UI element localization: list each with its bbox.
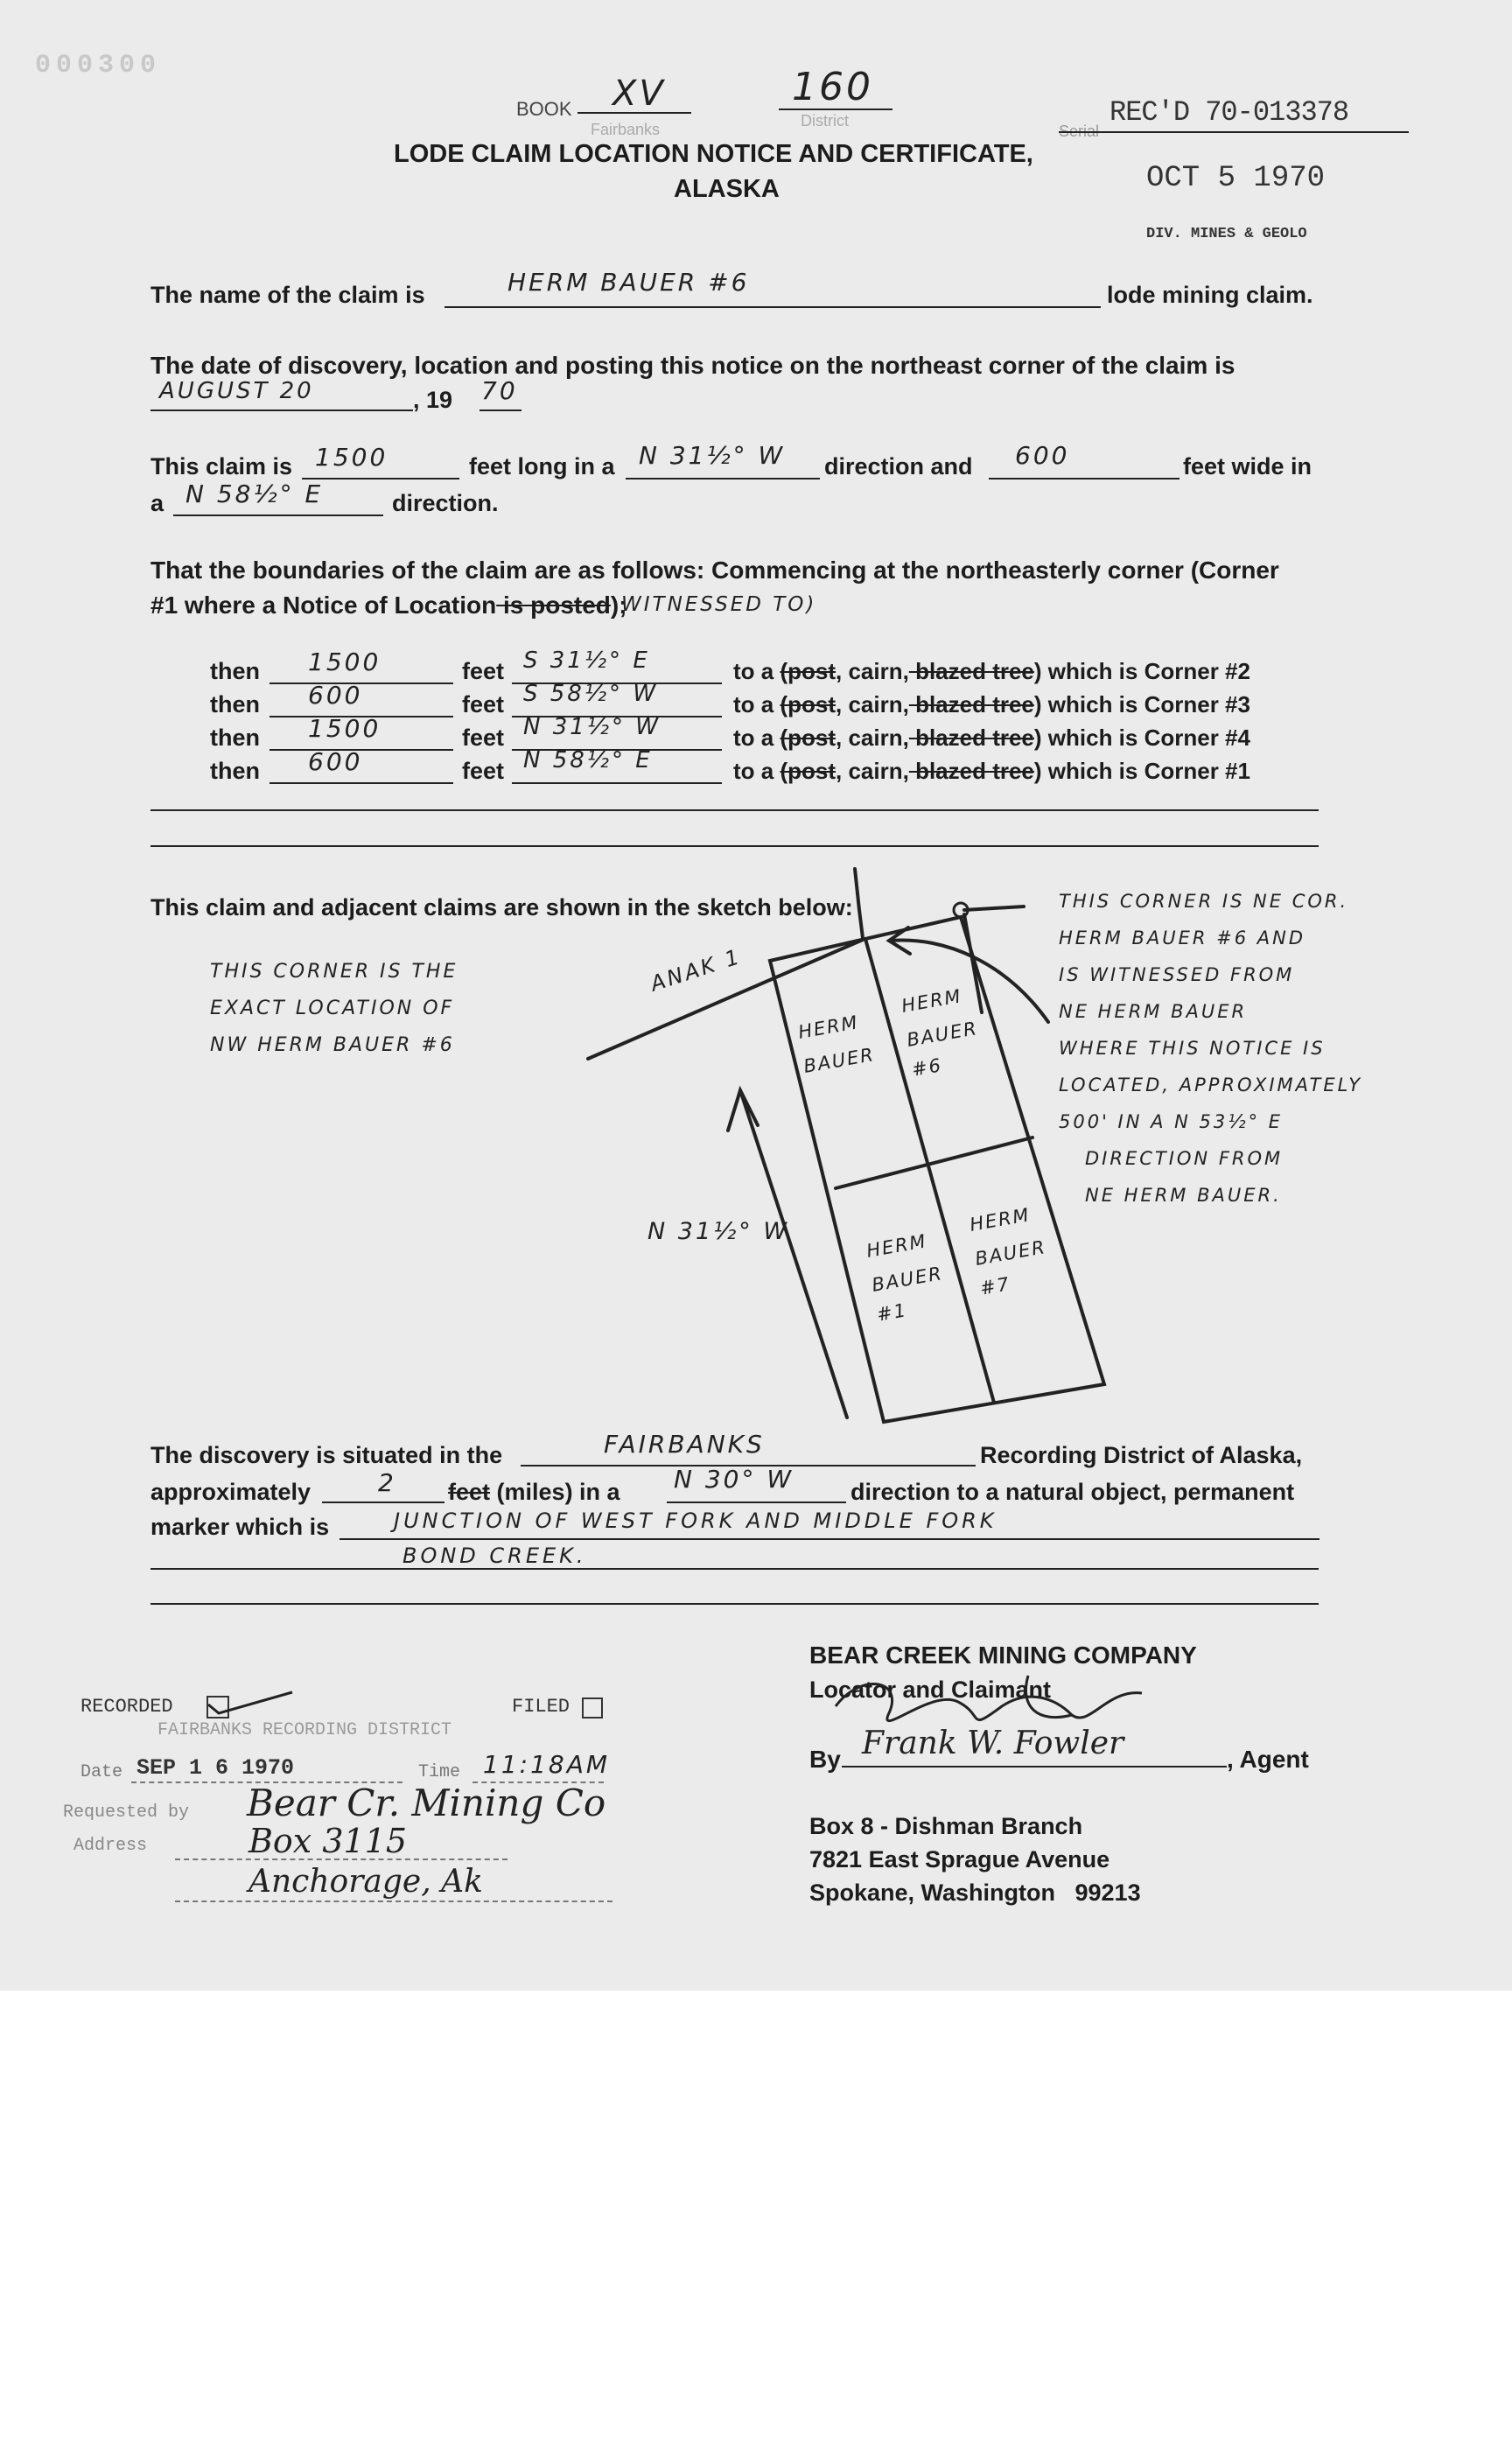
faded-serial-stamp: 000300 (35, 51, 162, 80)
document-title: LODE CLAIM LOCATION NOTICE AND CERTIFICATE, (394, 140, 1033, 168)
signature-line (842, 1766, 1227, 1768)
corner-pointer (855, 869, 863, 938)
sketch-claim-label-line: HERM (900, 985, 964, 1017)
sketch-claim-label-line: #7 (978, 1273, 1012, 1299)
district-faded: Fairbanks (591, 121, 661, 138)
sketch-claim-label-line: HERM (968, 1204, 1032, 1236)
sketch-right-note-line: DIRECTION FROM (1085, 1148, 1284, 1169)
sketch-claim-label-line: HERM (796, 1012, 861, 1043)
date-label: Date (80, 1762, 123, 1782)
dimensions-text-6: direction. (392, 490, 499, 516)
address-line2: Anchorage, Ak (248, 1864, 483, 1900)
recording-district-faded: FAIRBANKS RECORDING DISTRICT (158, 1720, 452, 1740)
sketch-claim-label-line: BAUER (905, 1018, 980, 1051)
sketch-left-note-line: EXACT LOCATION OF (210, 998, 455, 1019)
sketch-intro: This claim and adjacent claims are shown in the sketch below: (150, 894, 853, 920)
discovery-line2-feet-struck: feet (miles) in a (448, 1479, 620, 1505)
company-role: Locator and Claimant (809, 1676, 1052, 1703)
boundary-row-description: to a (post, cairn, blazed tree) which is Corner #4 (733, 724, 1250, 751)
filed-label: FILED (512, 1696, 570, 1718)
sketch-right-note-line: HERM BAUER #6 AND (1059, 928, 1306, 948)
received-stamp: REC'D 70-013378 (1110, 96, 1349, 129)
claim-name-prefix: The name of the claim is (150, 282, 425, 308)
requested-value: Bear Cr. Mining Co (247, 1782, 606, 1824)
book-label: BOOK (516, 98, 572, 120)
discovery-distance-line (322, 1502, 444, 1503)
boundary-row-feet-label: feet (462, 658, 505, 684)
discovery-marker-line (340, 1538, 1320, 1540)
boundary-row-feet-label: feet (462, 758, 505, 784)
page-value: 160 (792, 65, 873, 109)
recorded-check-mark (206, 1687, 294, 1722)
dimensions-text-1: This claim is (150, 453, 293, 480)
boundary-row-then-label: then (210, 691, 260, 718)
boundary-row-then-label: then (210, 758, 260, 784)
address-line1-rule (175, 1858, 508, 1860)
boundary-row-then-label: then (210, 724, 260, 751)
address-line2-rule (175, 1900, 612, 1902)
dimensions-text-2: feet long in a (469, 453, 615, 480)
claim-length-direction: N 31½° W (639, 441, 786, 470)
discovery-marker-line1: JUNCTION OF WEST FORK AND MIDDLE FORK (394, 1508, 998, 1533)
discovery-year-prefix: , 19 (413, 387, 453, 413)
north-arrow-shaft (740, 1090, 847, 1418)
boundary-row-direction: N 31½° W (523, 714, 661, 740)
boundary-row-feet: 600 (308, 747, 363, 776)
boundary-row-feet: 1500 (308, 714, 382, 743)
boundaries-intro-line1: That the boundaries of the claim are as follows: Commencing at the northeasterly corner (Corner (150, 556, 1279, 584)
north-arrow-head (728, 1090, 758, 1130)
discovery-blank-line-2 (150, 1603, 1319, 1605)
dimensions-text-3: direction and (824, 453, 973, 480)
company-address-line1: Box 8 - Dishman Branch (809, 1813, 1083, 1839)
discovery-marker-line2: BOND CREEK. (402, 1544, 587, 1568)
discovery-line3-a: marker which is (150, 1514, 330, 1540)
sketch-anak-label: ANAK 1 (648, 943, 745, 997)
boundary-row-feet-label: feet (462, 724, 505, 751)
sketch-left-note-line: THIS CORNER IS THE (210, 961, 458, 983)
discovery-line1-b: Recording District of Alaska, (980, 1442, 1303, 1468)
claim-length-value: 1500 (315, 443, 388, 472)
discovery-date-sentence: The date of discovery, location and posting this notice on the northeast corner of the claim is (150, 352, 1236, 379)
boundary-row-feet-label: feet (462, 691, 505, 718)
claim-name-value: HERM BAUER #6 (508, 268, 750, 297)
sketch-right-note-line: THIS CORNER IS NE COR. (1059, 891, 1349, 912)
discovery-line2-c: direction to a natural object, permanent (850, 1479, 1295, 1505)
sketch-direction-label: N 31½° W (648, 1218, 790, 1245)
filed-checkbox (582, 1698, 603, 1718)
sketch-left-note-line: NW HERM BAUER #6 (210, 1034, 455, 1056)
requested-label: Requested by (63, 1802, 190, 1823)
boundary-row-feet: 1500 (308, 648, 382, 676)
division-stamp: DIV. MINES & GEOLO (1146, 226, 1307, 242)
claim-width-value: 600 (1015, 441, 1070, 470)
sketch-right-note-line: NE HERM BAUER (1059, 1001, 1248, 1022)
serial-label: Serial (1059, 122, 1100, 140)
district-label-faded: District (801, 112, 849, 130)
discovery-line1-a: The discovery is situated in the (150, 1442, 503, 1468)
dimensions-text-4: feet wide in (1183, 453, 1312, 480)
company-name: BEAR CREEK MINING COMPANY (809, 1642, 1197, 1669)
sketch-claim-label-line: BAUER (870, 1263, 945, 1296)
discovery-date-month-day: AUGUST 20 (159, 378, 314, 404)
agent-signature: Frank W. Fowler (862, 1726, 1124, 1761)
recorded-label: RECORDED (80, 1696, 173, 1718)
boundaries-intro-line2: #1 where a Notice of Location is posted); (150, 592, 627, 619)
discovery-direction-line (667, 1502, 846, 1503)
time-label: Time (418, 1762, 461, 1782)
boundary-row-then-label: then (210, 658, 260, 684)
agent-label: , Agent (1227, 1746, 1309, 1773)
boundary-row-direction: N 58½° E (523, 747, 653, 774)
discovery-line2-a: approximately (150, 1479, 312, 1505)
boundary-row-description: to a (post, cairn, blazed tree) which is Corner #2 (733, 658, 1250, 684)
sketch-claim-label-line: #1 (875, 1299, 909, 1326)
address-label: Address (74, 1836, 148, 1856)
company-address-line3: Spokane, Washington 99213 (809, 1880, 1141, 1906)
sketch-right-note-line: LOCATED, APPROXIMATELY (1059, 1074, 1363, 1096)
document-subtitle: ALASKA (674, 175, 780, 203)
by-label: By (809, 1746, 841, 1773)
sketch-claim-label-line: #6 (910, 1054, 944, 1081)
time-value: 11:18AM (483, 1750, 611, 1779)
claim-name-suffix: lode mining claim. (1107, 282, 1313, 308)
claim-width-direction: N 58½° E (186, 480, 324, 508)
boundary-row-description: to a (post, cairn, blazed tree) which is Corner #1 (733, 758, 1250, 784)
boundary-row-direction: S 58½° W (523, 681, 659, 707)
sketch-right-note-line: IS WITNESSED FROM (1059, 964, 1295, 985)
discovery-year-value: 70 (481, 376, 518, 405)
date-value: SEP 1 6 1970 (136, 1755, 295, 1781)
boundary-row-description: to a (post, cairn, blazed tree) which is Corner #3 (733, 691, 1250, 718)
ne-corner-leader (964, 914, 982, 1012)
sketch-claim-label-line: HERM (864, 1230, 929, 1262)
sketch-claim-label-line: BAUER (973, 1236, 1048, 1270)
discovery-district-value: FAIRBANKS (604, 1430, 765, 1459)
ne-corner-note-leader (964, 906, 1024, 910)
address-line1: Box 3115 (248, 1822, 408, 1860)
discovery-direction-value: N 30° W (674, 1465, 794, 1494)
received-date-stamp: OCT 5 1970 (1146, 162, 1326, 195)
discovery-blank-line-1 (150, 1568, 1319, 1570)
book-value: XV (612, 74, 666, 114)
sketch-right-note-line: WHERE THIS NOTICE IS (1059, 1038, 1326, 1059)
sketch-right-note-line: NE HERM BAUER. (1085, 1185, 1282, 1206)
discovery-distance-value: 2 (378, 1468, 396, 1497)
sketch-claim-label-line: BAUER (802, 1044, 877, 1077)
dimensions-text-5: a (150, 490, 164, 516)
boundary-row-direction: S 31½° E (523, 648, 650, 674)
sketch-right-note-line: 500' IN A N 53½° E (1059, 1111, 1284, 1132)
boundaries-witnessed-note: WITNESSED TO) (621, 593, 817, 616)
boundary-row-feet: 600 (308, 681, 363, 710)
company-address-line2: 7821 East Sprague Avenue (809, 1846, 1110, 1872)
